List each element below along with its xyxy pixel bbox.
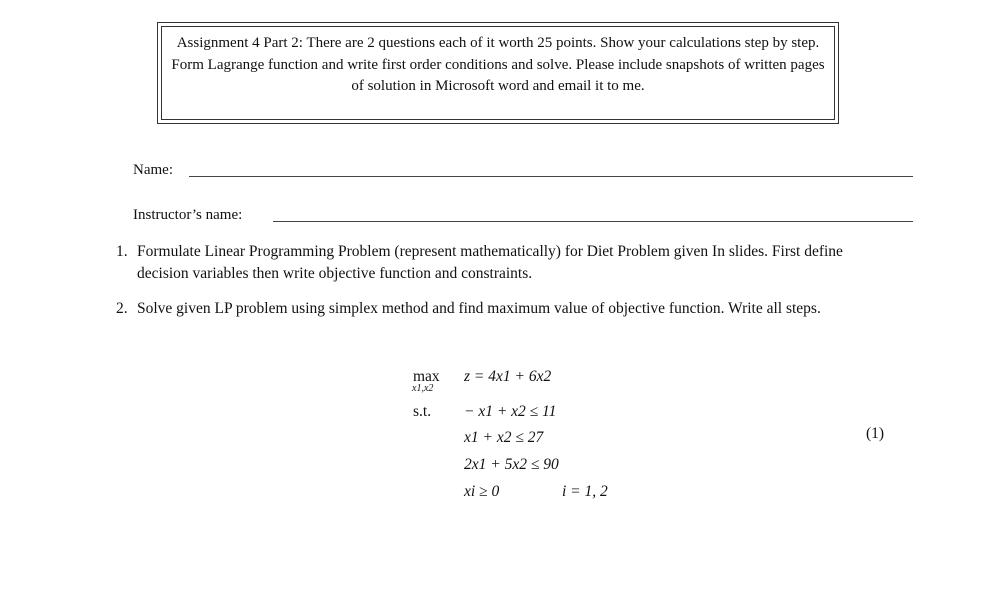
subject-to-label: s.t. — [413, 403, 432, 420]
nonnegativity-constraint: xi ≥ 0 — [464, 483, 500, 500]
question-2 — [116, 298, 896, 320]
question-number: 1. — [116, 243, 128, 260]
constraint-2: x1 + x2 ≤ 27 — [464, 429, 544, 446]
instructions-text: Assignment 4 Part 2: There are 2 questions each of it worth 25 points. Show your calculations step by step. Form Lagrange function and write first order conditions and solve. Please include snapshots of written pages of solution in Microsoft word and email it to me. — [161, 26, 835, 120]
question-text: Solve given LP problem using simplex method and find maximum value of objective function. Write all steps. — [137, 300, 821, 317]
instructor-name-line[interactable] — [273, 221, 913, 222]
name-line[interactable] — [189, 176, 913, 177]
constraint-3: 2x1 + 5x2 ≤ 90 — [464, 456, 559, 473]
max-operator: max — [413, 368, 440, 385]
instructor-name-label: Instructor’s name: — [133, 207, 243, 223]
max-subscript: x1,x2 — [412, 383, 434, 394]
question-text: Formulate Linear Programming Problem (represent mathematically) for Diet Problem given In slides. First define decision variables then write objective function and constraints. — [137, 243, 843, 282]
name-label: Name: — [133, 162, 173, 178]
question-1 — [116, 241, 896, 285]
index-range: i = 1, 2 — [562, 483, 608, 500]
constraint-1: − x1 + x2 ≤ 11 — [464, 403, 557, 420]
objective-function: z = 4x1 + 6x2 — [464, 368, 552, 385]
question-number: 2. — [116, 300, 128, 317]
instructions-box — [157, 22, 839, 124]
equation-number: (1) — [866, 425, 885, 442]
